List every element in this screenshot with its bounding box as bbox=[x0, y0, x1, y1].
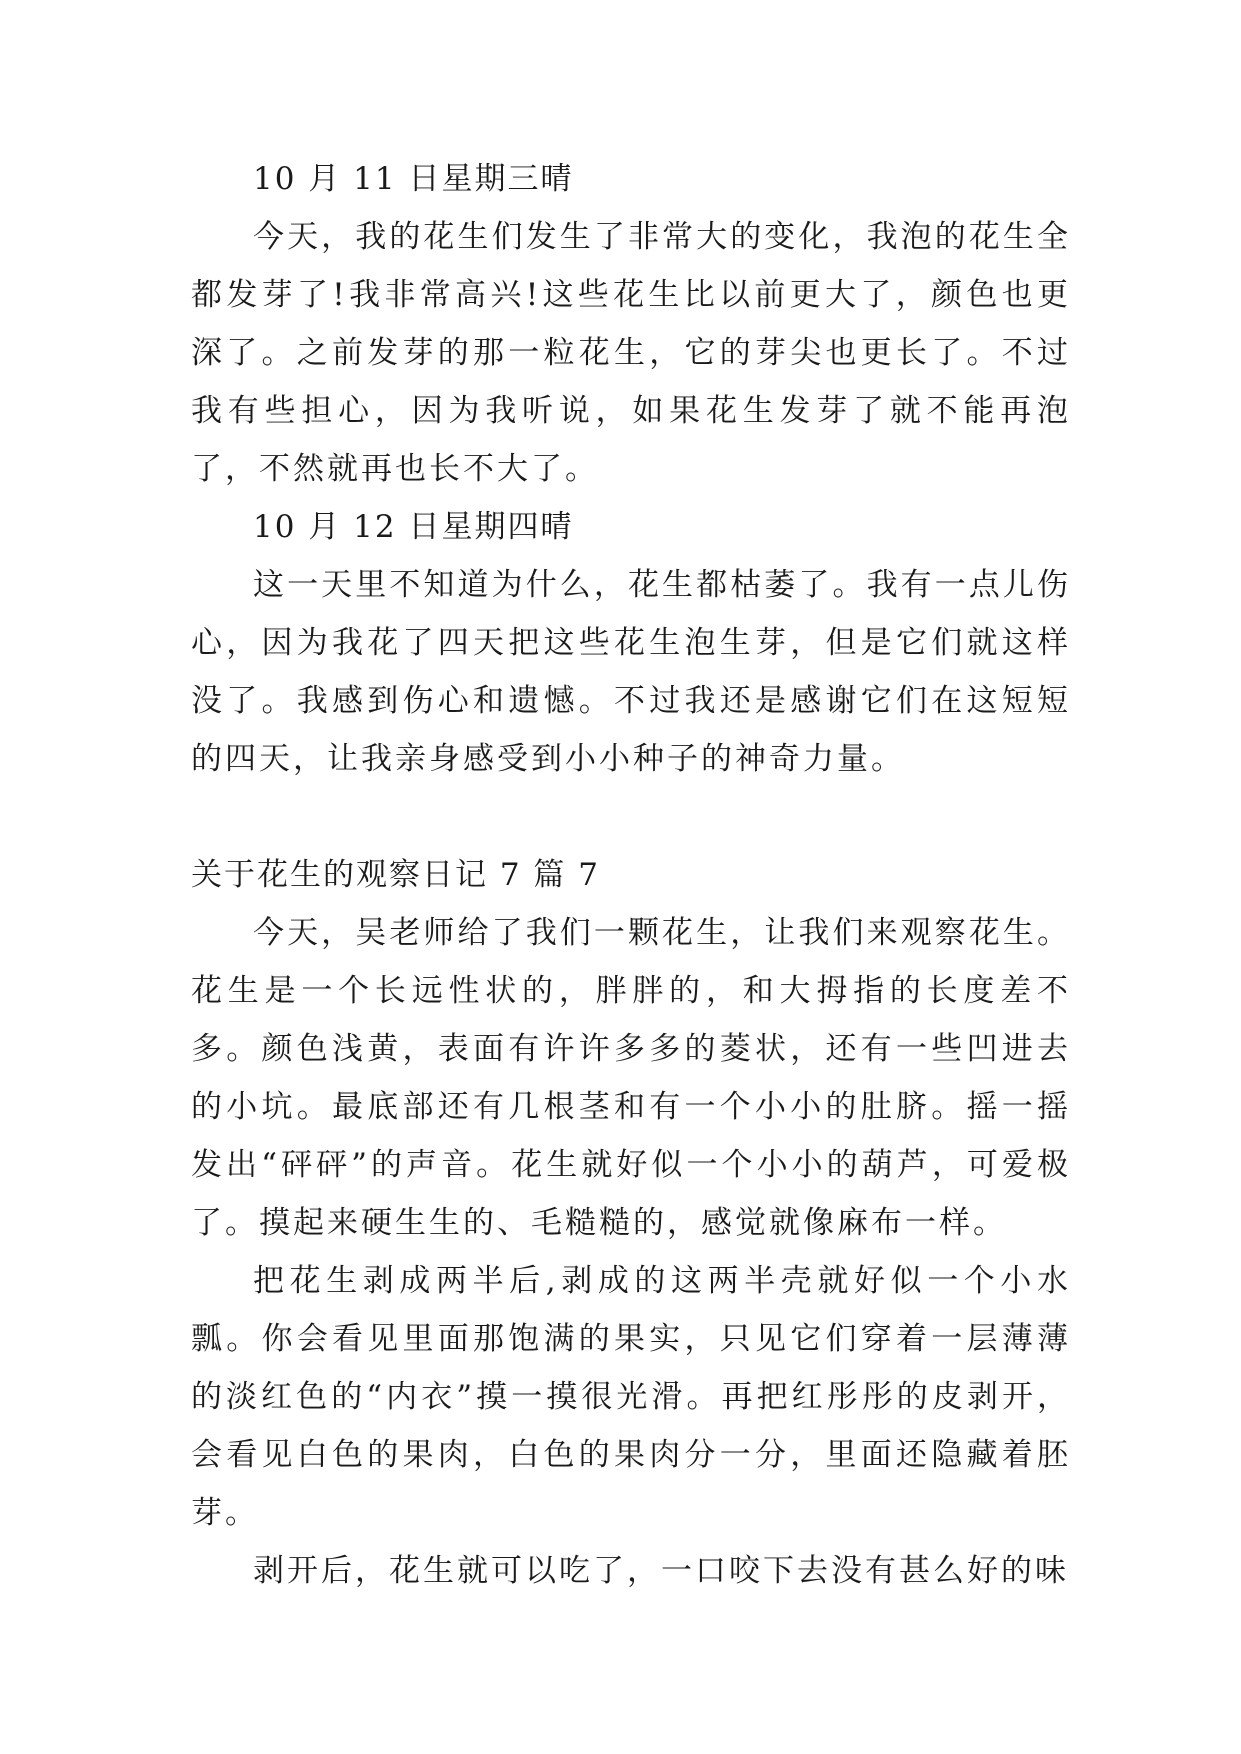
body-paragraph: 把花生剥成两半后,剥成的这两半壳就好似一个小水瓢。你会看见里面那饱满的果实，只见它们穿着一层薄薄的淡红色的“内衣”摸一摸很光滑。再把红彤彤的皮剥开，会看见白色的果肉，白色的果肉分一分，里面还隐藏着胚芽。 bbox=[191, 1263, 1071, 1531]
document-page bbox=[191, 150, 1071, 1600]
body-paragraph: 今天，吴老师给了我们一颗花生，让我们来观察花生。花生是一个长远性状的，胖胖的，和大拇指的长度差不多。颜色浅黄，表面有许许多多的菱状，还有一些凹进去的小坑。最底部还有几根茎和有一个小小的肚脐。摇一摇发出“砰砰”的声音。花生就好似一个小小的葫芦，可爱极了。摸起来硬生生的、毛糙糙的，感觉就像麻布一样。 bbox=[191, 915, 1071, 1241]
section-title: 关于花生的观察日记 7 篇 7 bbox=[191, 857, 601, 893]
entry-paragraph: 这一天里不知道为什么，花生都枯萎了。我有一点儿伤心，因为我花了四天把这些花生泡生芽，但是它们就这样没了。我感到伤心和遗憾。不过我还是感谢它们在这短短的四天，让我亲身感受到小小种子的神奇力量。 bbox=[191, 567, 1071, 777]
section-spacer bbox=[191, 788, 1071, 846]
body-paragraph: 剥开后，花生就可以吃了，一口咬下去没有甚么好的味 bbox=[253, 1553, 1069, 1589]
entry-paragraph: 今天，我的花生们发生了非常大的变化，我泡的花生全都发芽了!我非常高兴!这些花生比以前更大了，颜色也更深了。之前发芽的那一粒花生，它的芽尖也更长了。不过我有些担心，因为我听说，如果花生发芽了就不能再泡了，不然就再也长不大了。 bbox=[191, 219, 1071, 487]
entry-date: 10 月 11 日星期三晴 bbox=[253, 161, 574, 197]
entry-date: 10 月 12 日星期四晴 bbox=[253, 509, 574, 545]
